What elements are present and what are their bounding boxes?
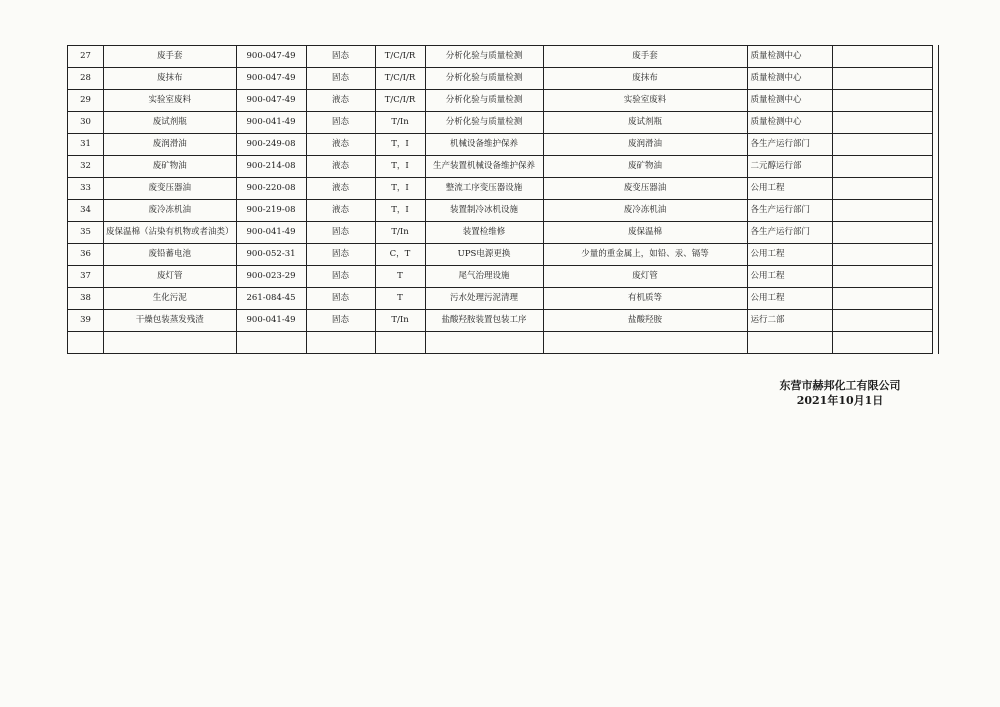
cell-waste-code: 900-047-49 <box>236 46 306 68</box>
cell-blank <box>832 244 932 266</box>
cell-source-process: 整流工序变压器设施 <box>425 178 543 200</box>
cell-hazardous-component: 废变压器油 <box>543 178 747 200</box>
table-row <box>68 332 933 354</box>
cell-physical-form: 固态 <box>306 310 375 332</box>
cell-waste-code: 900-041-49 <box>236 310 306 332</box>
cell-hazardous-component: 盐酸羟胺 <box>543 310 747 332</box>
cell-hazard-property: T/C/I/R <box>375 46 425 68</box>
cell-blank <box>832 332 932 354</box>
cell-hazardous-component: 废冷冻机油 <box>543 200 747 222</box>
cell-waste-code: 900-041-49 <box>236 112 306 134</box>
cell-hazardous-component: 废手套 <box>543 46 747 68</box>
table-row <box>68 90 933 112</box>
cell-hazard-property: T/In <box>375 112 425 134</box>
table-row <box>68 244 933 266</box>
table-row <box>68 46 933 68</box>
waste-table <box>67 45 933 354</box>
waste-table-body <box>68 46 933 354</box>
cell-hazard-property <box>375 332 425 354</box>
cell-source-process: 装置检维修 <box>425 222 543 244</box>
cell-blank <box>832 112 932 134</box>
cell-physical-form: 固态 <box>306 288 375 310</box>
cell-physical-form <box>306 332 375 354</box>
cell-hazardous-component: 有机质等 <box>543 288 747 310</box>
cell-department <box>747 332 832 354</box>
cell-hazard-property: T/C/I/R <box>375 90 425 112</box>
cell-hazardous-component: 废抹布 <box>543 68 747 90</box>
cell-blank <box>832 134 932 156</box>
cell-physical-form: 液态 <box>306 134 375 156</box>
cell-waste-name: 废灯管 <box>104 266 237 288</box>
cell-number: 38 <box>68 288 104 310</box>
cell-waste-name: 废试剂瓶 <box>104 112 237 134</box>
signature-block <box>760 378 920 408</box>
cell-hazard-property: T/In <box>375 222 425 244</box>
cell-number: 27 <box>68 46 104 68</box>
cell-number: 28 <box>68 68 104 90</box>
company-name: 东营市赫邦化工有限公司 <box>779 379 901 392</box>
cell-department: 公用工程 <box>747 288 832 310</box>
cell-physical-form: 固态 <box>306 68 375 90</box>
cell-waste-name: 废保温棉（沾染有机物或者油类） <box>104 222 237 244</box>
cell-blank <box>832 46 932 68</box>
cell-blank <box>832 222 932 244</box>
cell-department: 各生产运行部门 <box>747 222 832 244</box>
cell-hazardous-component: 少量的重金属上，如铅、汞、镉等 <box>543 244 747 266</box>
cell-source-process: 分析化验与质量检测 <box>425 112 543 134</box>
cell-number: 36 <box>68 244 104 266</box>
cell-source-process: 机械设备维护保养 <box>425 134 543 156</box>
cell-source-process: 污水处理污泥清理 <box>425 288 543 310</box>
table-row <box>68 178 933 200</box>
cell-physical-form: 液态 <box>306 178 375 200</box>
cell-source-process <box>425 332 543 354</box>
cell-department: 公用工程 <box>747 244 832 266</box>
cell-blank <box>832 266 932 288</box>
cell-source-process: 分析化验与质量检测 <box>425 68 543 90</box>
cell-hazard-property: T，I <box>375 178 425 200</box>
cell-waste-code: 900-052-31 <box>236 244 306 266</box>
cell-physical-form: 液态 <box>306 90 375 112</box>
cell-department: 二元醇运行部 <box>747 156 832 178</box>
cell-hazardous-component <box>543 332 747 354</box>
cell-department: 质量检测中心 <box>747 112 832 134</box>
cell-department: 质量检测中心 <box>747 46 832 68</box>
cell-waste-name: 干燥包装蒸发残渣 <box>104 310 237 332</box>
cell-waste-name: 废矿物油 <box>104 156 237 178</box>
cell-department: 质量检测中心 <box>747 68 832 90</box>
cell-hazardous-component: 废试剂瓶 <box>543 112 747 134</box>
cell-department: 质量检测中心 <box>747 90 832 112</box>
cell-number <box>68 332 104 354</box>
cell-waste-name: 废抹布 <box>104 68 237 90</box>
cell-waste-code: 900-047-49 <box>236 90 306 112</box>
cell-number: 31 <box>68 134 104 156</box>
cell-physical-form: 液态 <box>306 200 375 222</box>
table-row <box>68 266 933 288</box>
table-row <box>68 68 933 90</box>
cell-hazardous-component: 实验室废料 <box>543 90 747 112</box>
cell-blank <box>832 310 932 332</box>
cell-number: 35 <box>68 222 104 244</box>
cell-waste-name: 废润滑油 <box>104 134 237 156</box>
cell-physical-form: 固态 <box>306 266 375 288</box>
cell-waste-code: 900-023-29 <box>236 266 306 288</box>
cell-number: 32 <box>68 156 104 178</box>
cell-blank <box>832 156 932 178</box>
table-row <box>68 112 933 134</box>
cell-source-process: 尾气治理设施 <box>425 266 543 288</box>
table-row <box>68 156 933 178</box>
table-row <box>68 200 933 222</box>
cell-hazard-property: T <box>375 266 425 288</box>
cell-hazard-property: T，I <box>375 156 425 178</box>
cell-number: 30 <box>68 112 104 134</box>
cell-number: 37 <box>68 266 104 288</box>
cell-department: 公用工程 <box>747 266 832 288</box>
cell-department: 各生产运行部门 <box>747 134 832 156</box>
table-row <box>68 288 933 310</box>
cell-blank <box>832 178 932 200</box>
cell-blank <box>832 90 932 112</box>
cell-hazardous-component: 废灯管 <box>543 266 747 288</box>
cell-number: 29 <box>68 90 104 112</box>
cell-hazardous-component: 废润滑油 <box>543 134 747 156</box>
cell-hazard-property: T/In <box>375 310 425 332</box>
cell-number: 34 <box>68 200 104 222</box>
cell-hazardous-component: 废保温棉 <box>543 222 747 244</box>
cell-source-process: 盐酸羟胺装置包装工序 <box>425 310 543 332</box>
cell-hazard-property: T，I <box>375 134 425 156</box>
cell-waste-name: 实验室废料 <box>104 90 237 112</box>
cell-waste-name <box>104 332 237 354</box>
cell-hazard-property: T，I <box>375 200 425 222</box>
table-row <box>68 134 933 156</box>
cell-waste-name: 废铅蓄电池 <box>104 244 237 266</box>
cell-physical-form: 液态 <box>306 156 375 178</box>
cell-department: 运行二部 <box>747 310 832 332</box>
cell-waste-code: 900-219-08 <box>236 200 306 222</box>
table-row <box>68 310 933 332</box>
cell-source-process: 分析化验与质量检测 <box>425 46 543 68</box>
cell-waste-name: 生化污泥 <box>104 288 237 310</box>
cell-waste-code: 261-084-45 <box>236 288 306 310</box>
signature-date: 2021年10月1日 <box>796 394 884 407</box>
cell-waste-code: 900-220-08 <box>236 178 306 200</box>
cell-number: 33 <box>68 178 104 200</box>
cell-waste-code: 900-214-08 <box>236 156 306 178</box>
cell-physical-form: 固态 <box>306 112 375 134</box>
table-right-border <box>938 45 939 354</box>
cell-hazard-property: T/C/I/R <box>375 68 425 90</box>
cell-waste-code: 900-047-49 <box>236 68 306 90</box>
cell-blank <box>832 68 932 90</box>
cell-physical-form: 固态 <box>306 46 375 68</box>
cell-hazardous-component: 废矿物油 <box>543 156 747 178</box>
cell-hazard-property: C，T <box>375 244 425 266</box>
cell-waste-name: 废冷冻机油 <box>104 200 237 222</box>
cell-waste-name: 废手套 <box>104 46 237 68</box>
cell-source-process: UPS电源更换 <box>425 244 543 266</box>
cell-waste-code: 900-249-08 <box>236 134 306 156</box>
cell-waste-name: 废变压器油 <box>104 178 237 200</box>
cell-number: 39 <box>68 310 104 332</box>
cell-physical-form: 固态 <box>306 222 375 244</box>
cell-hazard-property: T <box>375 288 425 310</box>
cell-blank <box>832 288 932 310</box>
cell-source-process: 分析化验与质量检测 <box>425 90 543 112</box>
cell-physical-form: 固态 <box>306 244 375 266</box>
cell-department: 公用工程 <box>747 178 832 200</box>
cell-source-process: 生产装置机械设备维护保养 <box>425 156 543 178</box>
cell-department: 各生产运行部门 <box>747 200 832 222</box>
table-row <box>68 222 933 244</box>
cell-source-process: 装置制冷冰机设施 <box>425 200 543 222</box>
cell-waste-code: 900-041-49 <box>236 222 306 244</box>
cell-blank <box>832 200 932 222</box>
cell-waste-code <box>236 332 306 354</box>
